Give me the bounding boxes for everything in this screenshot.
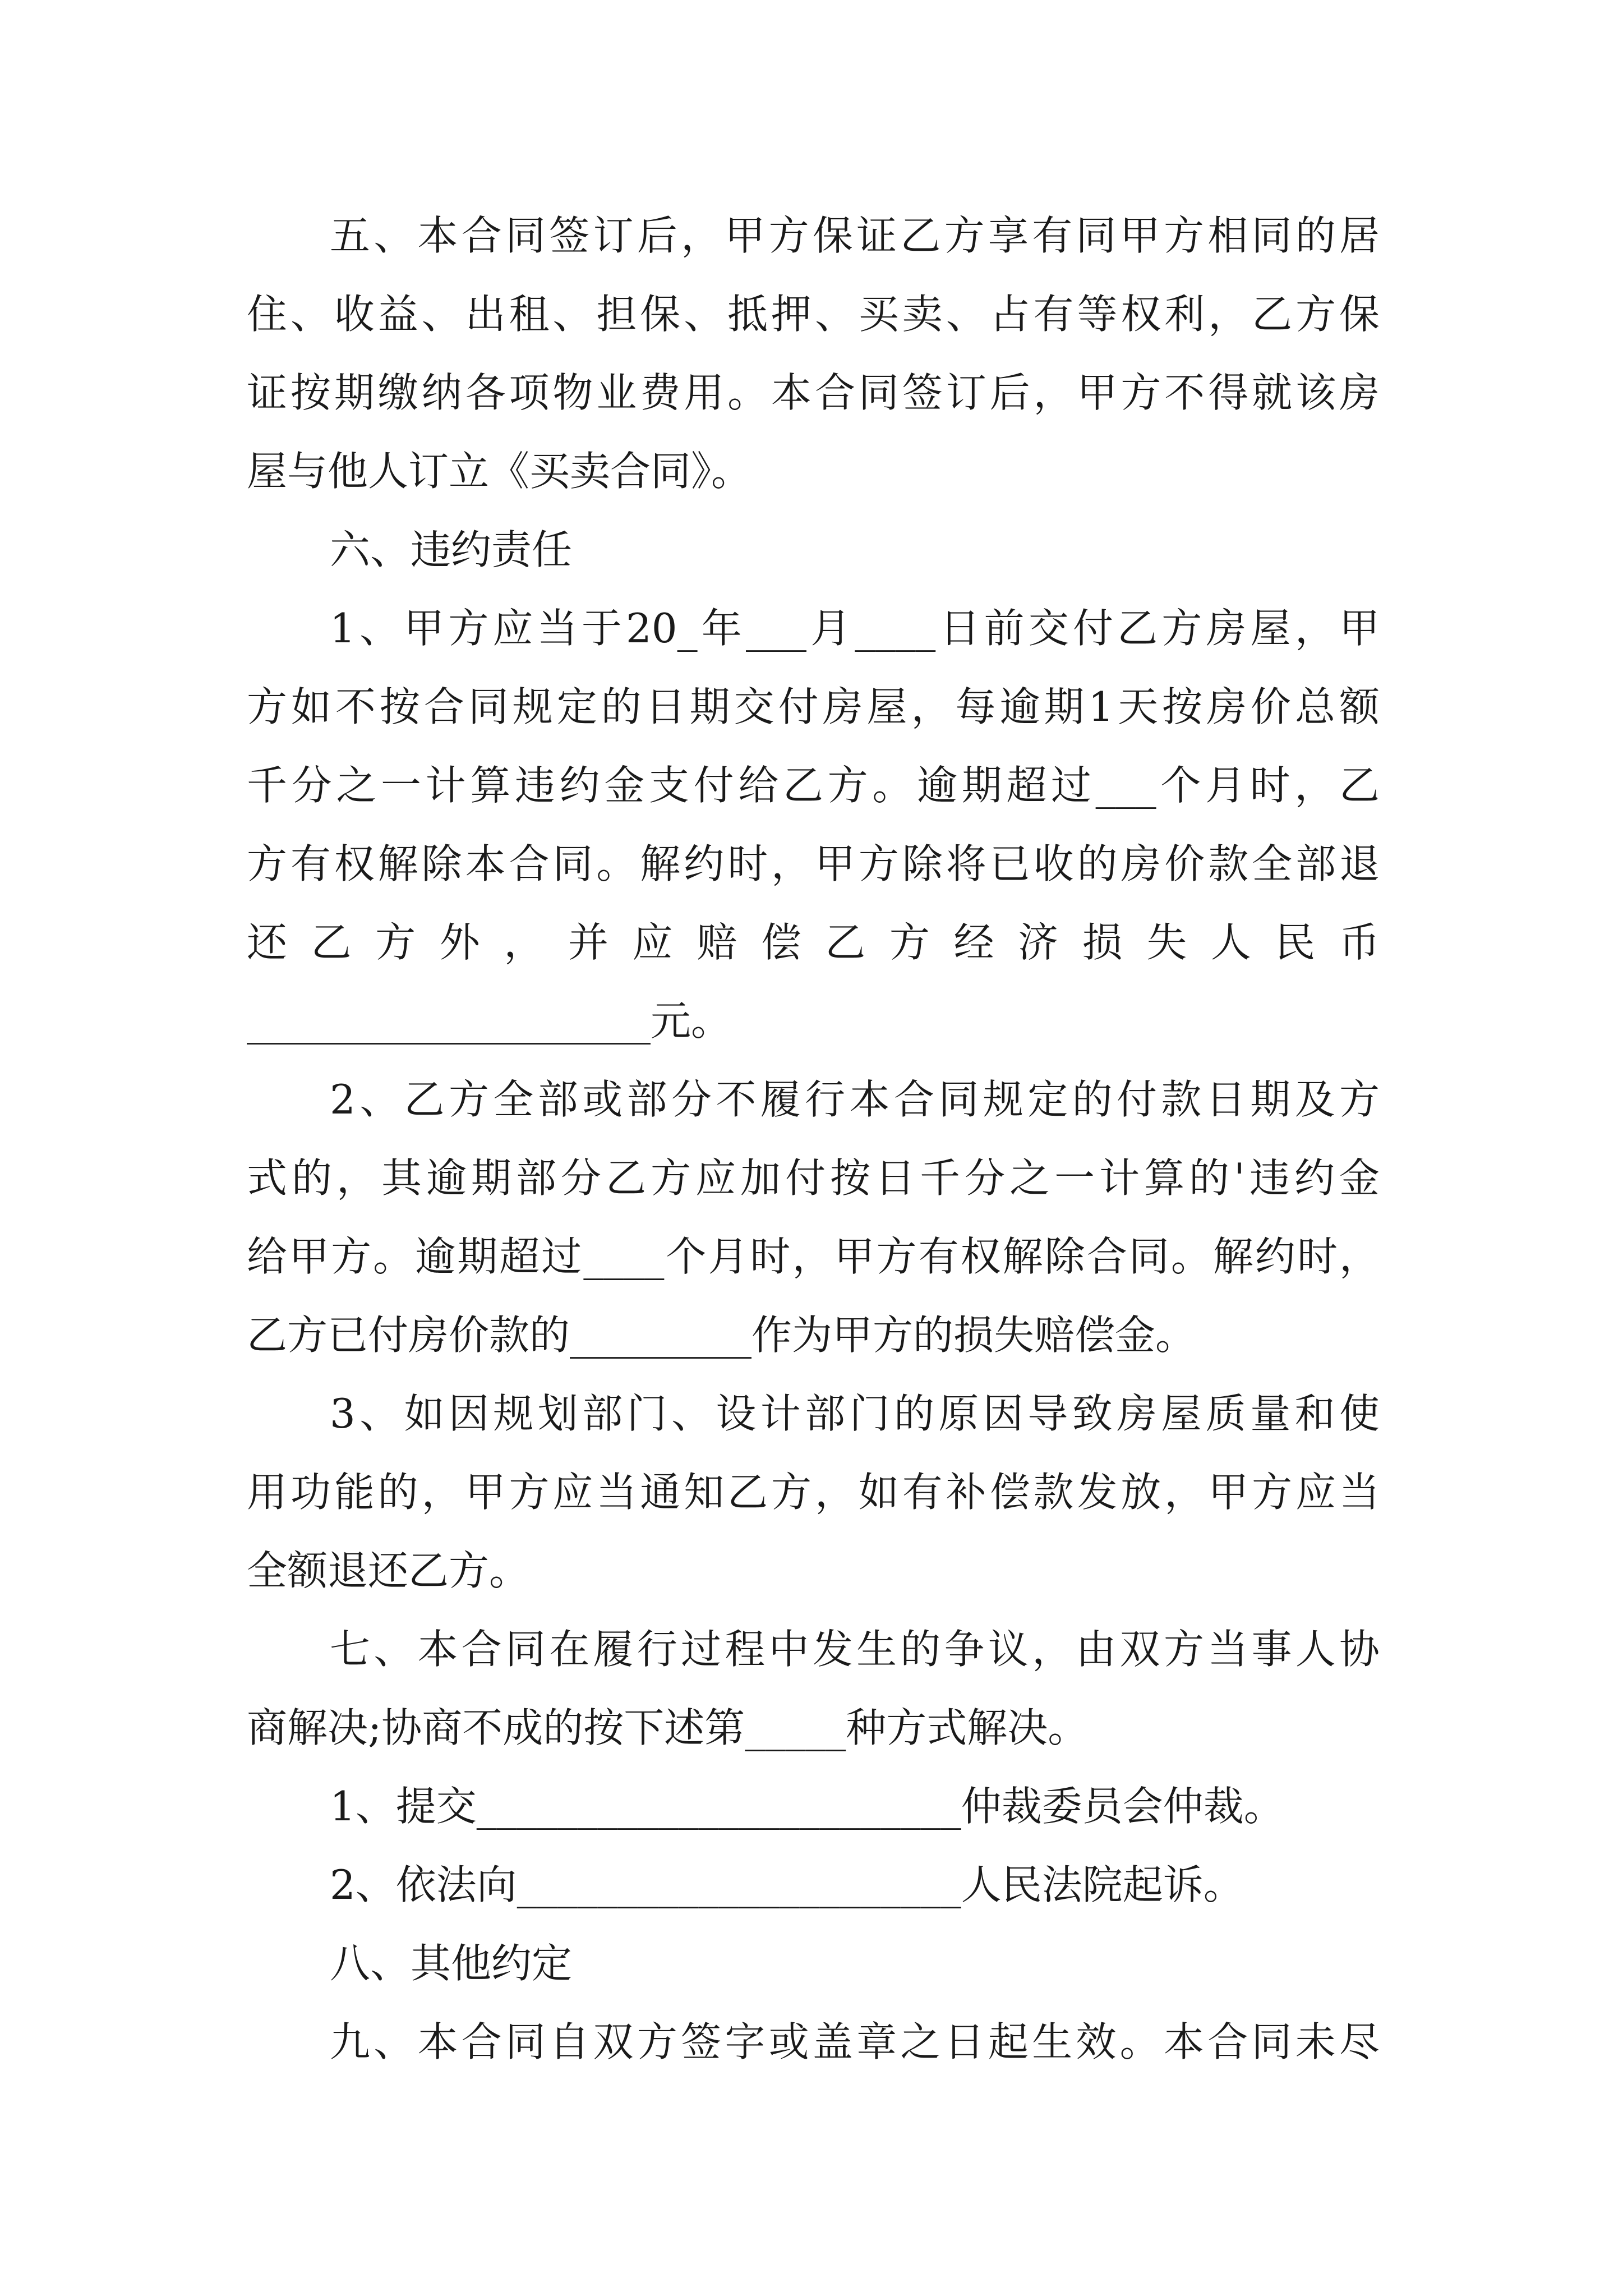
clause-6-2-line-1: 2、乙方全部或部分不履行本合同规定的付款日期及方 — [330, 1076, 1380, 1123]
clause-6-2-line-3: 给甲方。逾期超过____个月时，甲方有权解除合同。解约时， — [247, 1233, 1380, 1280]
clause-6-3-line-2: 用功能的，甲方应当通知乙方，如有补偿款发放，甲方应当 — [247, 1469, 1380, 1516]
section-8-heading: 八、其他约定 — [330, 1940, 573, 1987]
clause-7-1: 1、提交________________________仲裁委员会仲裁。 — [330, 1783, 1284, 1830]
clause-6-3-line-3: 全额退还乙方。 — [247, 1547, 530, 1594]
clause-6-2-line-4: 乙方已付房价款的_________作为甲方的损失赔偿金。 — [247, 1312, 1196, 1359]
paragraph-5-line-4: 屋与他人订立《买卖合同》。 — [247, 448, 752, 495]
clause-6-3-line-1: 3、如因规划部门、设计部门的原因导致房屋质量和使 — [330, 1390, 1380, 1437]
paragraph-5-line-1: 五、本合同签订后，甲方保证乙方享有同甲方相同的居 — [330, 212, 1380, 259]
clause-7-2: 2、依法向______________________人民法院起诉。 — [330, 1861, 1244, 1908]
clause-6-1-line-4: 方有权解除本合同。解约时，甲方除将已收的房价款全部退 — [247, 840, 1380, 887]
paragraph-5-line-2: 住、收益、出租、担保、抵押、买卖、占有等权利，乙方保 — [247, 291, 1380, 338]
section-7-line-1: 七、本合同在履行过程中发生的争议，由双方当事人协 — [330, 1626, 1380, 1673]
paragraph-5-line-3: 证按期缴纳各项物业费用。本合同签订后，甲方不得就该房 — [247, 369, 1380, 416]
clause-6-2-line-2: 式的，其逾期部分乙方应加付按日千分之一计算的'违约金 — [247, 1154, 1380, 1202]
section-7-line-2: 商解决;协商不成的按下述第_____种方式解决。 — [247, 1704, 1089, 1751]
clause-6-1-line-6: ____________________元。 — [247, 997, 732, 1045]
section-9-line-1: 九、本合同自双方签字或盖章之日起生效。本合同未尽 — [330, 2018, 1380, 2065]
clause-6-1-line-3: 千分之一计算违约金支付给乙方。逾期超过___个月时，乙 — [247, 762, 1380, 809]
section-6-heading: 六、违约责任 — [330, 526, 573, 573]
clause-6-1-line-5: 还乙方外，并应赔偿乙方经济损失人民币 — [247, 919, 1380, 966]
clause-6-1-line-2: 方如不按合同规定的日期交付房屋，每逾期1天按房价总额 — [247, 683, 1380, 730]
clause-6-1-line-1: 1、甲方应当于20_年___月____日前交付乙方房屋，甲 — [330, 605, 1380, 652]
